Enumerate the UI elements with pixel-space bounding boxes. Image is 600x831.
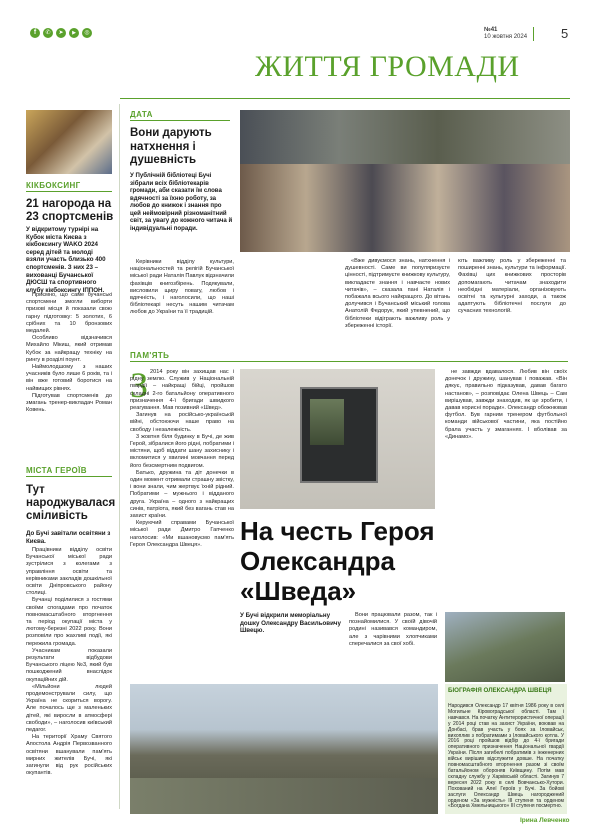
data-rubric-line xyxy=(130,120,230,121)
bio-text: Народився Олександр 17 квітня 1986 року в селі Могильне Кіровоградської області. Там і навчався. На початку Антитерористичної операції у 2014 році став на захист України, воював на Донбасі, брав участь у боях за Іловайськ, вихоплив з побратимами з Іловайського котла. У 2016 році пройшов відбір до 4-ї бригади оперативного призначення Національної гвардії України. Після загибелі побратимів з інженерних військ вирішив відслужити довше. На початку повномасштабного вторгнення разом зі своїм батальйоном обороняв Київщину. Потім мав складну службу у Харківській області. Загинув 7 вересня 2022 року в селі Вовчансько-Хутори. Похований на Алеї Героїв у Бучі. За бойові заслуги Олександр Швець нагороджений орденом «За мужність» III ступеня та орденом «Богдана Хмельницького» III ступеня посмертно. xyxy=(448,703,564,810)
facebook-icon[interactable]: f xyxy=(30,28,40,38)
memorial-plaque-photo xyxy=(240,369,435,509)
instagram-icon[interactable]: ◎ xyxy=(82,28,92,38)
author-signature: Ірина Левченко xyxy=(520,817,570,824)
column-separator xyxy=(119,104,120,809)
header-rule xyxy=(120,98,570,99)
heroes-body xyxy=(26,547,112,778)
issue-number: №41 xyxy=(484,27,498,33)
memory-col1-p1: 2014 року він захищав нас і рідну землю. Служив у Національній гвардії – найкращі бійці, пройшов складні 2-го батальйону оперативного призначення 4-ї бригади швидкого реагування. Мав позивний «Швед». xyxy=(130,369,234,412)
sport-p2: Особливо відзначився Михайло Мікиш, який отримав Кубок за найкращу техніку на рингу в розділі поунт. xyxy=(26,335,112,363)
memory-rubric-line xyxy=(130,361,568,362)
memory-col-mid: Вони працювали разом, так і познайомилися. У своїй дівочій родині називався командиром, але з чарівними хлопчиками сперечалися за свої хобі. xyxy=(349,612,437,647)
data-lead: У Публічній бібліотеці Бучі зібрали всіх бібліотекарів громади, аби сказати їм слова вдячності за їхню роботу, за любов до книжок і знання про цей неймовірний різноманітний світ, за увагу до кожного читача й індивідуальні поради. xyxy=(130,172,233,232)
flowers-photo xyxy=(130,684,438,814)
memory-subtitle: У Бучі відкрили меморіальну дошку Олександру Васильовичу Швецю. xyxy=(240,612,341,635)
memory-col1-p5: Керуючий справами Бучанської міської ради Дмитро Гапченко наголосив: «Ми вшановуємо пам'ять Героя Олександра Швеця». xyxy=(130,520,234,548)
memory-col1 xyxy=(130,365,234,549)
memory-rubric: ПАМ'ЯТЬ xyxy=(130,351,170,360)
heroes-title: Тут народжувалася сміливість xyxy=(26,484,116,522)
issue-block xyxy=(484,27,534,41)
heroes-lead: До Бучі завітали освітяни з Києва. xyxy=(26,530,111,545)
sport-lead: У відкритому турнірі на Кубок міста Києва з кікбоксингу WAKO 2024 серед дітей та молоді взяли участь близько 400 спортсменів. З них 23 – вихованці Бучанської ДЮСШ та спортивного клубу кікбоксингу ІППОН. xyxy=(26,226,106,294)
heroes-p1: Працівники відділу освіти Бучанської міської ради зустрілися з колегами з управління освіти та керівниками закладів дошкільної освіти Дніпровського району столиці. xyxy=(26,547,112,597)
sport-rubric-line xyxy=(26,191,112,192)
sport-photo xyxy=(26,110,112,174)
heroes-rubric-line xyxy=(26,476,112,477)
memory-col1-p4: Батько, дружина та діт донечки в один момент отримали страшну звістку, і вони знали, чим жертвує їхній рідний. Побратими – мужнього і відданого друга. Україна – одного з найкращих синів, патріота, який без вагань став на захист країни. xyxy=(130,469,234,520)
ceremony-photo xyxy=(445,612,565,682)
memory-headline: На честь Героя Олександра «Шведа» xyxy=(240,516,435,606)
sport-p3: Наймолодшому з наших учасників було лише 6 років, та і він вже готовий боротися на найвищих рівнях. xyxy=(26,364,112,392)
memory-col2: не завжди вдавалося. Любив він своїх донечок і дружину, шанував і поважав. «Він дякує, правильно підказував, давав багато настанов», – розповідає Олена Швець – Сам вирішував, завжди знаходив, як це зробити, і давав корисні поради». Олександр обожнював футбол. Був гарним тренером футбольної команди військової частини, яка постійно брала участь у змаганнях. І вболівав за «Динамо». xyxy=(445,369,567,440)
viber-icon[interactable]: ✆ xyxy=(43,28,53,38)
issue-date: 10 жовтня 2024 xyxy=(484,34,528,40)
youtube-icon[interactable]: ▶ xyxy=(69,28,79,38)
telegram-icon[interactable]: ➤ xyxy=(56,28,66,38)
sport-title: 21 нагорода на 23 спортсменів xyxy=(26,198,114,223)
heroes-p5: На території Храму Святого Апостола Андрія Первозванного освітяни вшанували пам'ять мирних жителів Бучі, які загинули від рук російських окупантів. xyxy=(26,734,112,777)
social-icons xyxy=(30,28,92,38)
library-photo xyxy=(240,110,570,252)
page-number: 5 xyxy=(561,26,569,41)
memory-col1-p2: Загинув на російсько-українській війні, обстоюючи наше право на свободу і незалежність. xyxy=(130,412,234,433)
data-p1: Керівники відділу культури, національностей та релігій Бучанської міської ради Наталія Павлук відзначили фахівців книгозбірень. Подякували, висловили щиру повагу, любов і вдячність, і наголосили, що наші бібліотекарі несуть нашим читачам любов до України та її традицій. xyxy=(130,259,235,316)
heroes-p4: «Мільйони людей продемонстрували силу, що Україна не скориться ворогу. Але почалось ще з маленьких дітей, які виросли в атмосфері свободи», – наголосив київський педагог. xyxy=(26,683,112,734)
heroes-p3: Учасникам показали результати відбудови Бучанського ліцею №3, який був пошкоджений внаслідок окупаційних дій. xyxy=(26,647,112,683)
sport-p4: Підготував спортсменів до змагань тренер-викладач Роман Ковень. xyxy=(26,392,112,414)
section-title: ЖИТТЯ ГРОМАДИ xyxy=(255,50,520,83)
data-title: Вони дарують натхнення і душевність xyxy=(130,127,212,166)
memory-col1-p3: 3 жовтня біля будинку в Бучі, де жив Герой, зібралися його рідні, побратими і містяни, щоб віддати шану захиснику і вкломитися у хвилині мовчання перед його безсмертним подвигом. xyxy=(130,433,234,469)
sport-rubric: КІКБОКСИНГ xyxy=(26,181,81,190)
sport-body xyxy=(26,292,112,414)
data-rubric: ДАТА xyxy=(130,110,153,119)
sport-p1: Приємно, що саме бучанські спортсмени змогли виборти призові місця й показали свою гарну підготовку: 5 золотих, 6 срібних та 10 бронзових медалей. xyxy=(26,292,112,335)
memory-dropcap: З xyxy=(130,365,149,405)
heroes-rubric: МІСТА ГЕРОЇВ xyxy=(26,466,87,475)
data-col3: ють важливу роль у збереженні та поширенні знань, культури та інформації. Фахівці цих книжкових просторів допомагають читачам знаходити необхідні матеріали, організовують освітні та культурні заходи, а також адаптують бібліотечні послуги до сучасних технологій. xyxy=(458,258,566,315)
heroes-p2: Бучанці поділилися з гостями своїми спогадами про початок повномасштабного вторгнення та період окупації міста у лютому-березні 2022 року. Вони розповіли про жахливі події, які пережила громада. xyxy=(26,597,112,647)
data-col2: «Вже дивуємося знань, натхнення і душевності. Саме ви популяризуєте цінності, підтримуєте книжкову культуру, викладаєте знання і навчаєте нових читачів», – сказала пані Наталія і побажала всього найкращого. До вітань долучився і Бучанський міський голова Анатолій Федорук, який упевнений, що бібліотеки відіграють важливу роль у збереженні історії. xyxy=(345,258,450,329)
bio-title: БІОГРАФІЯ ОЛЕКСАНДРА ШВЕЦЯ xyxy=(448,687,552,694)
